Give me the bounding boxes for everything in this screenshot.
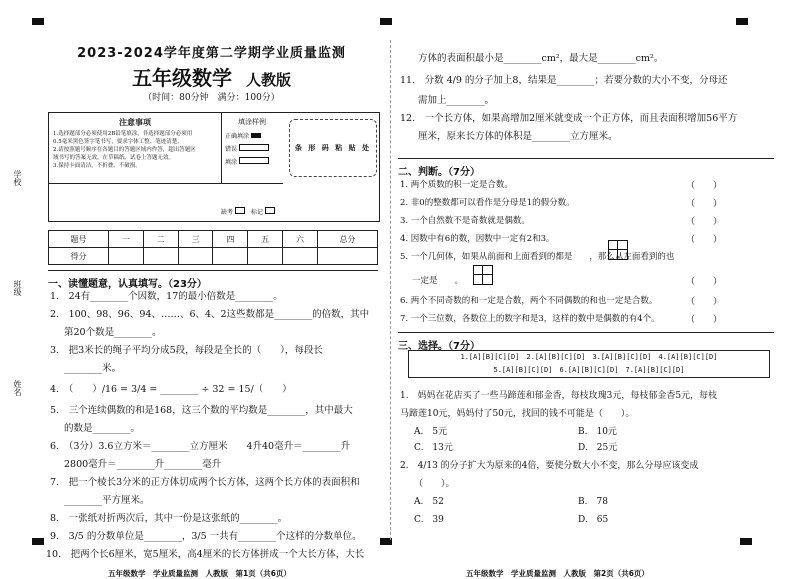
question: 2. 100、98、96、94、……、6、4、2这些数都是________的倍数，其中 — [50, 309, 370, 320]
score-row — [49, 248, 378, 265]
section-heading: 一、读懂题意，认真填写。（23分） — [48, 270, 378, 290]
score-row-label: 得分 — [49, 248, 109, 265]
question: 10. 把两个长6厘米，宽5厘米，高4厘米的长方体拼成一个大长方体，大长 — [46, 549, 365, 560]
score-cell[interactable] — [109, 248, 144, 265]
score-header-row — [49, 231, 378, 248]
option[interactable]: B. 78 — [578, 497, 608, 507]
page-footer: 五年级数学 学业质量监测 人教版 第1页（共6页） — [108, 569, 291, 578]
answer-paren[interactable]: （ ） — [686, 181, 723, 191]
option[interactable]: A. 52 — [414, 497, 444, 507]
notice-panel — [48, 112, 380, 222]
judge-item: 3. 一个自然数不是奇数就是偶数。 — [400, 216, 530, 226]
score-table — [48, 230, 378, 265]
fill-sample-box — [221, 113, 283, 184]
option[interactable]: C. 39 — [414, 515, 444, 525]
sidebar-name: 姓名 — [13, 380, 22, 396]
time-info: （时间：80分钟 满分：100分） — [143, 93, 280, 103]
choice-question-cont: 马蹄莲10元，妈妈付了50元，找回的钱不可能是（ ）。 — [400, 409, 635, 419]
answer-paren[interactable]: （ ） — [686, 217, 723, 227]
notice-line: 3.保持卡面清洁，不折叠、不破损。 — [53, 163, 141, 169]
answer-paren[interactable]: （ ） — [686, 297, 723, 307]
page-1 — [38, 36, 385, 578]
score-cell[interactable] — [317, 248, 377, 265]
question: 11. 分数 4/9 的分子加上8，结果是________；若要分数的大小不变，分母还 — [400, 75, 728, 86]
option[interactable]: D. 65 — [578, 515, 609, 525]
notice-title: 注意事项 — [119, 117, 151, 127]
option[interactable]: B. 10元 — [578, 427, 617, 437]
sidebar-class: 班级 — [13, 280, 22, 296]
choice-question-cont: （ ）。 — [414, 479, 455, 489]
question: 1. 24有________个因数，17的最小倍数是________。 — [50, 291, 283, 302]
page-2 — [396, 36, 778, 578]
notice-line: 1.选择题部分必须使用2B铅笔填涂，非选择题部分必须用 — [53, 131, 193, 137]
score-header-cell: 四 — [213, 231, 248, 248]
choice-question: 2. 4/13 的分子扩大为原来的4倍，要使分数大小不变，那么分母应该变成 — [400, 461, 699, 471]
judge-item: 2. 非0的整数都可以看作是分母是1的假分数。 — [400, 198, 575, 208]
judge-item: 1. 两个质数的积一定是合数。 — [400, 180, 513, 190]
exam-title: 2023-2024学年度第二学期学业质量监测 — [77, 46, 346, 61]
question: 6. （3分）3.6立方米＝________立方厘米 4升40毫升＝________升 — [50, 441, 351, 452]
question-cont: 第20个数是________。 — [64, 327, 162, 338]
page-footer: 五年级数学 学业质量监测 人教版 第2页（共6页） — [466, 569, 649, 578]
option[interactable]: D. 25元 — [578, 443, 618, 453]
sample-wrong-2: 填涂 — [225, 157, 283, 166]
answer-paren[interactable]: （ ） — [686, 315, 723, 325]
notice-line: 域书写的答案无效，在草稿纸、试卷上答题无效。 — [53, 155, 175, 161]
option[interactable]: A. 5元 — [414, 427, 448, 437]
judge-item: 4. 因数中有6的数，因数中一定有2和3。 — [400, 234, 555, 244]
sidebar-school: 学校 — [13, 170, 22, 186]
page-divider — [390, 40, 391, 540]
answer-paren[interactable]: （ ） — [686, 277, 723, 287]
answer-paren[interactable]: （ ） — [686, 199, 723, 209]
subject-title: 五年级数学 人教版 — [131, 66, 291, 90]
view-grid-icon — [608, 240, 628, 260]
answer-sheet[interactable] — [408, 350, 770, 378]
score-cell[interactable] — [283, 248, 318, 265]
notice-line: 0.5毫米黑色签字笔书写，要求字体工整、笔迹清楚。 — [53, 139, 183, 145]
question: 7. 把一个棱长3分米的正方体切成两个长方体，这两个长方体的表面积和 — [50, 477, 360, 488]
sample-correct: 正确填涂 — [225, 131, 283, 140]
score-header-cell: 三 — [178, 231, 213, 248]
question: 4. （ ）/16 = 3/4 = ________ ÷ 32 = 15/（ ） — [50, 384, 292, 395]
question-cont: 厘米，原来长方体的体积是________立方厘米。 — [418, 131, 618, 142]
question: 9. 3/5 的分数单位是________，3/5 一共有________个这样的分数单位。 — [50, 531, 362, 542]
score-header-cell: 五 — [248, 231, 283, 248]
section-heading: 二、判断。（7分） — [398, 158, 774, 178]
barcode-area: 条 形 码 粘 贴 处 — [289, 119, 377, 177]
score-cell[interactable] — [143, 248, 178, 265]
question-cont: ________平方厘米。 — [64, 495, 150, 506]
question-cont: 2800毫升＝________升________毫升 — [64, 459, 222, 470]
question: 5. 三个连续偶数的和是168，这三个数的平均数是________，其中最大 — [50, 405, 353, 416]
score-header-cell: 题号 — [49, 231, 109, 248]
score-cell[interactable] — [213, 248, 248, 265]
score-cell[interactable] — [248, 248, 283, 265]
registration-mark — [736, 18, 748, 25]
score-header-cell: 一 — [109, 231, 144, 248]
notice-line: 2.请按照题号顺序在各题目的答题区域内作答，超出答题区 — [53, 147, 196, 153]
score-header-cell: 二 — [143, 231, 178, 248]
question-cont: 需加上________。 — [418, 95, 495, 106]
question: 12. 一个长方体，如果高增加2厘米就变成一个正方体，而且表面积增加56平方 — [400, 113, 738, 124]
view-grid-icon — [473, 265, 493, 285]
question: 8. 一张纸对折两次后，其中一份是这张纸的________。 — [50, 513, 288, 524]
sample-wrong: 错误 — [225, 144, 283, 153]
absence-mark[interactable]: 缺考 标记 — [221, 207, 275, 216]
score-header-cell: 六 — [283, 231, 318, 248]
registration-mark — [32, 18, 44, 25]
judge-item: 5. 一个几何体，如果从前面和上面看到的都是 ，那么从左面看到的也 — [400, 252, 675, 262]
question: 3. 把3米长的绳子平均分成5段，每段是全长的（ ），每段长 — [50, 345, 323, 356]
answer-row[interactable]: 5.[A][B][C][D] 6.[A][B][C][D] 7.[A][B][C][D] — [493, 366, 685, 374]
score-cell[interactable] — [178, 248, 213, 265]
notice-box — [49, 113, 222, 184]
registration-mark — [380, 18, 392, 25]
option[interactable]: C. 13元 — [414, 443, 453, 453]
sample-title: 填涂样例 — [238, 118, 266, 126]
judge-item: 6. 两个不同奇数的和一定是合数，两个不同偶数的和也一定是合数。 — [400, 296, 658, 306]
choice-question: 1. 妈妈在花店买了一些马蹄莲和郁金香，每枝玫瑰3元，每枝郁金香5元，每枝 — [400, 391, 718, 401]
section-heading: 三、选择。（7分） — [398, 332, 774, 352]
judge-item-cont: 一定是 。 — [412, 276, 464, 286]
answer-paren[interactable]: （ ） — [686, 235, 723, 245]
question-cont: 方体的表面积最小是________cm²，最大是________cm²。 — [418, 53, 664, 64]
score-header-cell: 总分 — [317, 231, 377, 248]
judge-item: 7. 一个三位数，各数位上的数字和是3，这样的数中是偶数的有4个。 — [400, 314, 660, 324]
question-cont: ________米。 — [64, 363, 122, 374]
answer-row[interactable]: 1.[A][B][C][D] 2.[A][B][C][D] 3.[A][B][C][D] 4.[A][B][C][D] — [460, 353, 718, 361]
question-cont: 的数是________。 — [64, 423, 141, 434]
